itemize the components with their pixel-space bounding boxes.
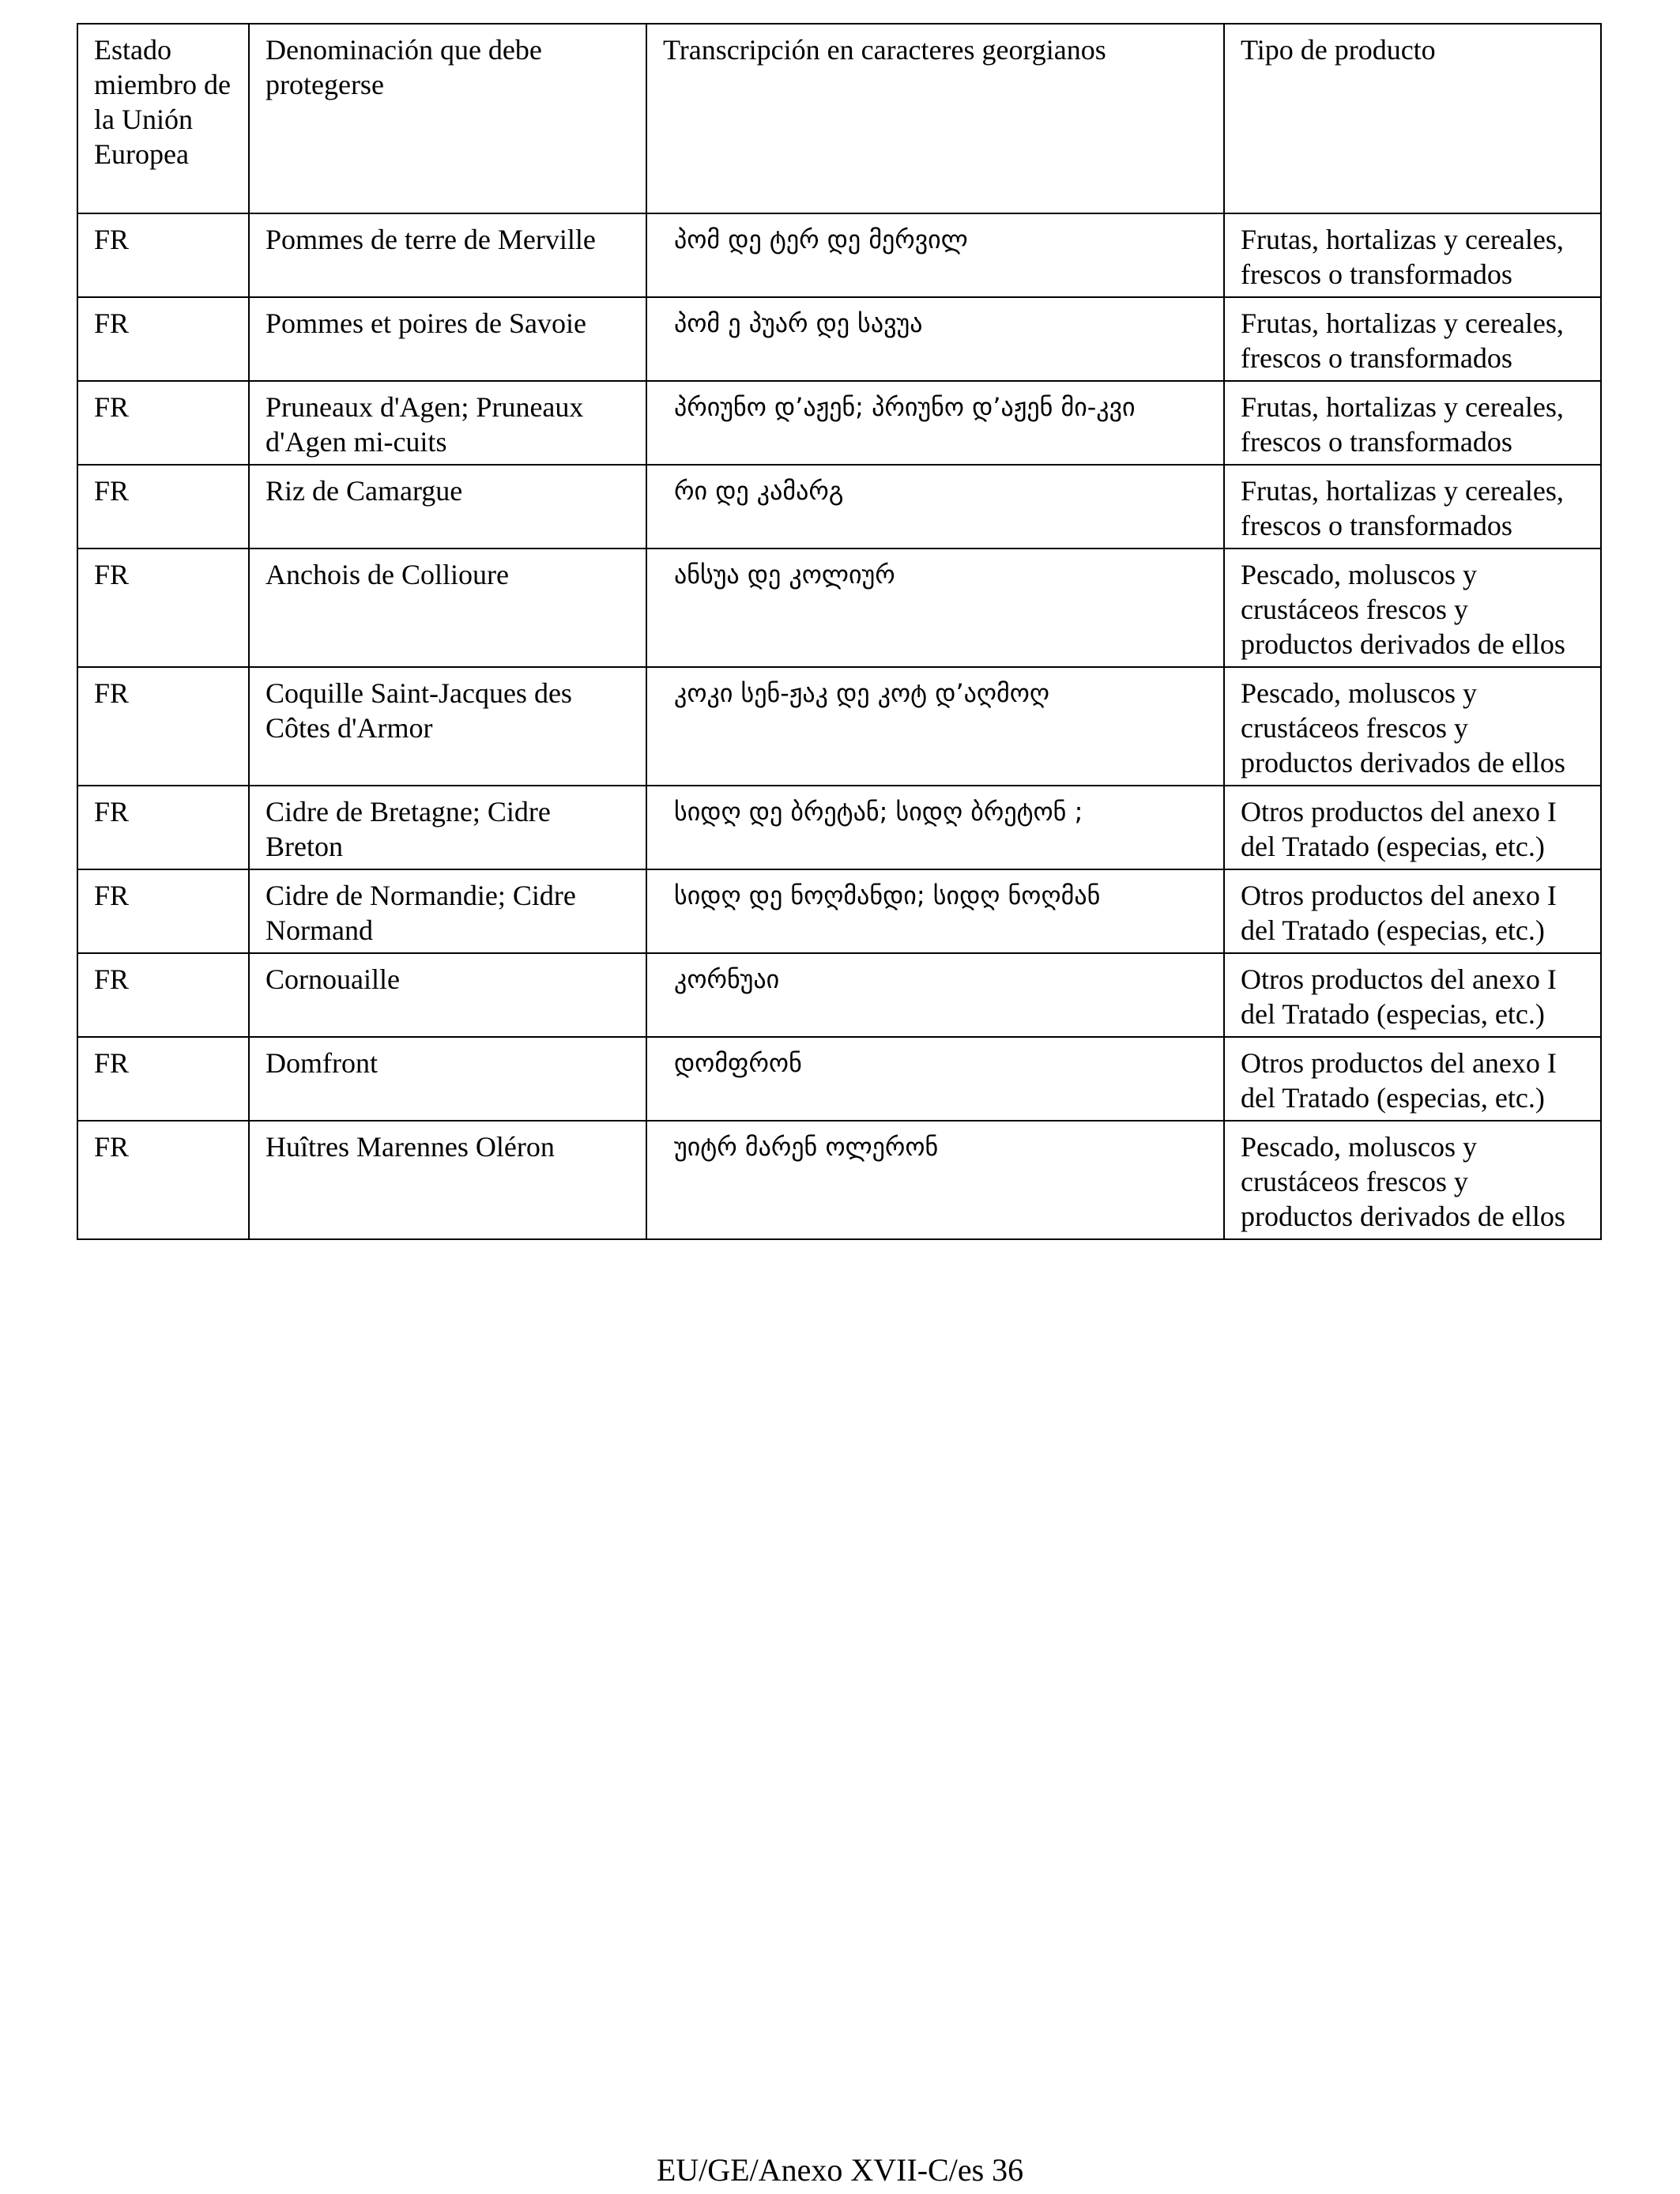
cell-georgian-transcription: რი დე კამარგ bbox=[646, 465, 1224, 548]
table-row bbox=[77, 548, 1601, 667]
cell-denomination: Cidre de Normandie; Cidre Normand bbox=[249, 869, 646, 953]
cell-member-state: FR bbox=[77, 667, 249, 786]
page-footer-reference: EU/GE/Anexo XVII-C/es 36 bbox=[656, 2152, 1024, 2188]
cell-product-type: Frutas, hortalizas y cereales, frescos o transformados bbox=[1224, 465, 1601, 548]
cell-georgian-transcription: პომ დე ტერ დე მერვილ bbox=[646, 213, 1224, 297]
cell-georgian-transcription: კორნუაი bbox=[646, 953, 1224, 1037]
header-georgian-transcription: Transcripción en caracteres georgianos bbox=[646, 24, 1224, 213]
cell-product-type: Pescado, moluscos y crustáceos frescos y productos derivados de ellos bbox=[1224, 667, 1601, 786]
table-row bbox=[77, 465, 1601, 548]
header-member-state: Estado miembro de la Unión Europea bbox=[77, 24, 249, 213]
cell-member-state: FR bbox=[77, 548, 249, 667]
table-row bbox=[77, 381, 1601, 465]
cell-georgian-transcription: კოკი სენ-ჟაკ დე კოტ დ’აღმოღ bbox=[646, 667, 1224, 786]
cell-product-type: Frutas, hortalizas y cereales, frescos o transformados bbox=[1224, 297, 1601, 381]
cell-product-type: Otros productos del anexo I del Tratado (especias, etc.) bbox=[1224, 953, 1601, 1037]
cell-product-type: Frutas, hortalizas y cereales, frescos o transformados bbox=[1224, 213, 1601, 297]
table-row bbox=[77, 786, 1601, 869]
table-row bbox=[77, 213, 1601, 297]
cell-member-state: FR bbox=[77, 465, 249, 548]
cell-product-type: Frutas, hortalizas y cereales, frescos o transformados bbox=[1224, 381, 1601, 465]
table-row bbox=[77, 1037, 1601, 1121]
table-row bbox=[77, 869, 1601, 953]
cell-denomination: Huîtres Marennes Oléron bbox=[249, 1121, 646, 1239]
table-row bbox=[77, 297, 1601, 381]
cell-product-type: Otros productos del anexo I del Tratado (especias, etc.) bbox=[1224, 786, 1601, 869]
header-product-type: Tipo de producto bbox=[1224, 24, 1601, 213]
cell-georgian-transcription: დომფრონ bbox=[646, 1037, 1224, 1121]
table-row bbox=[77, 953, 1601, 1037]
cell-denomination: Pruneaux d'Agen; Pruneaux d'Agen mi-cuits bbox=[249, 381, 646, 465]
cell-denomination: Pommes de terre de Merville bbox=[249, 213, 646, 297]
table-row bbox=[77, 667, 1601, 786]
cell-product-type: Pescado, moluscos y crustáceos frescos y productos derivados de ellos bbox=[1224, 1121, 1601, 1239]
cell-product-type: Otros productos del anexo I del Tratado (especias, etc.) bbox=[1224, 1037, 1601, 1121]
cell-denomination: Riz de Camargue bbox=[249, 465, 646, 548]
cell-member-state: FR bbox=[77, 869, 249, 953]
table-header-row bbox=[77, 24, 1601, 213]
table-row bbox=[77, 1121, 1601, 1239]
cell-denomination: Anchois de Collioure bbox=[249, 548, 646, 667]
cell-denomination: Pommes et poires de Savoie bbox=[249, 297, 646, 381]
cell-member-state: FR bbox=[77, 381, 249, 465]
cell-member-state: FR bbox=[77, 786, 249, 869]
cell-georgian-transcription: სიდღ დე ბრეტან; სიდღ ბრეტონ ; bbox=[646, 786, 1224, 869]
cell-product-type: Otros productos del anexo I del Tratado (especias, etc.) bbox=[1224, 869, 1601, 953]
cell-denomination: Domfront bbox=[249, 1037, 646, 1121]
cell-member-state: FR bbox=[77, 1037, 249, 1121]
cell-denomination: Cornouaille bbox=[249, 953, 646, 1037]
cell-georgian-transcription: ანსუა დე კოლიურ bbox=[646, 548, 1224, 667]
geographical-indications-table bbox=[77, 23, 1602, 1240]
cell-georgian-transcription: პრიუნო დ’აჟენ; პრიუნო დ’აჟენ მი-კვი bbox=[646, 381, 1224, 465]
cell-member-state: FR bbox=[77, 953, 249, 1037]
cell-member-state: FR bbox=[77, 213, 249, 297]
cell-denomination: Cidre de Bretagne; Cidre Breton bbox=[249, 786, 646, 869]
cell-georgian-transcription: უიტრ მარენ ოლერონ bbox=[646, 1121, 1224, 1239]
header-denomination: Denominación que debe protegerse bbox=[249, 24, 646, 213]
cell-georgian-transcription: სიდღ დე ნოღმანდი; სიდღ ნოღმან bbox=[646, 869, 1224, 953]
cell-member-state: FR bbox=[77, 1121, 249, 1239]
cell-georgian-transcription: პომ ე პუარ დე სავუა bbox=[646, 297, 1224, 381]
cell-denomination: Coquille Saint-Jacques des Côtes d'Armor bbox=[249, 667, 646, 786]
cell-member-state: FR bbox=[77, 297, 249, 381]
cell-product-type: Pescado, moluscos y crustáceos frescos y productos derivados de ellos bbox=[1224, 548, 1601, 667]
